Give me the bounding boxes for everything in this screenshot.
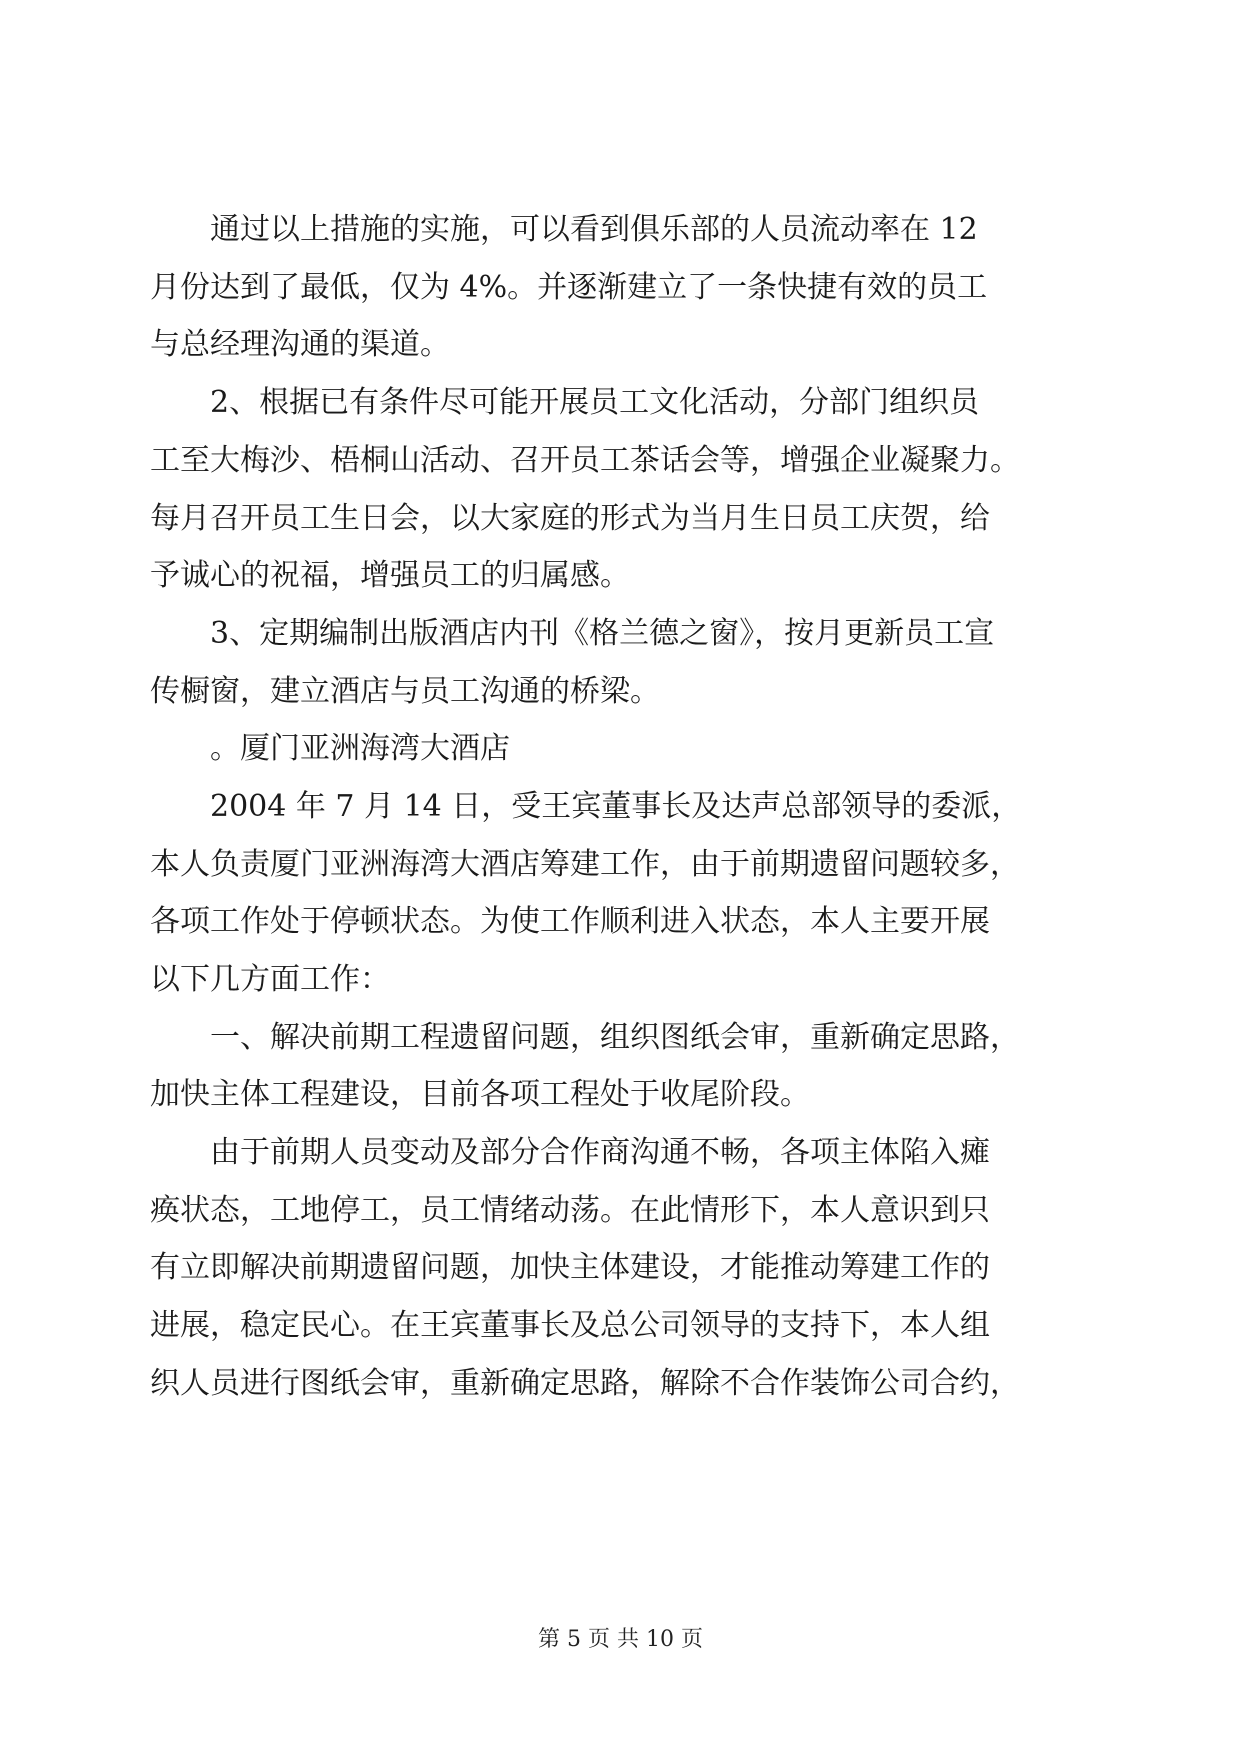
line-text: 传橱窗，建立酒店与员工沟通的桥梁。 (150, 674, 660, 709)
line-text: 月份达到了最低，仅为 4%。并逐渐建立了一条快捷有效的员工 (150, 270, 988, 305)
line-text: 各项工作处于停顿状态。为使工作顺利进入状态，本人主要开展 (150, 904, 990, 939)
line-text: 工至大梅沙、梧桐山活动、召开员工茶话会等，增强企业凝聚力。 (150, 443, 1020, 478)
text-line (0, 383, 1241, 423)
text-line (0, 499, 1241, 539)
text-line (0, 1075, 1241, 1115)
text-line (0, 210, 1241, 250)
page-number-footer: 第 5 页 共 10 页 (538, 1627, 703, 1652)
line-text: 予诚心的祝福，增强员工的归属感。 (150, 558, 630, 593)
text-line (0, 268, 1241, 308)
text-line (0, 1018, 1241, 1058)
text-line (0, 729, 1241, 769)
text-line (0, 556, 1241, 596)
text-line (0, 902, 1241, 942)
line-text: 一、解决前期工程遗留问题，组织图纸会审，重新确定思路， (210, 1020, 1020, 1055)
text-line (0, 960, 1241, 1000)
line-text: 本人负责厦门亚洲海湾大酒店筹建工作，由于前期遗留问题较多， (150, 847, 1020, 882)
line-text: 2、根据已有条件尽可能开展员工文化活动，分部门组织员 (210, 385, 980, 420)
text-line (0, 672, 1241, 712)
line-text: 织人员进行图纸会审，重新确定思路，解除不合作装饰公司合约， (150, 1366, 1020, 1401)
line-text: 进展，稳定民心。在王宾董事长及总公司领导的支持下，本人组 (150, 1308, 990, 1343)
line-text: 加快主体工程建设，目前各项工程处于收尾阶段。 (150, 1077, 810, 1112)
text-line (0, 441, 1241, 481)
text-line (0, 845, 1241, 885)
line-text: 通过以上措施的实施，可以看到俱乐部的人员流动率在 12 (210, 212, 978, 247)
text-line (0, 1133, 1241, 1173)
line-text: 每月召开员工生日会，以大家庭的形式为当月生日员工庆贺，给 (150, 501, 990, 536)
text-line (0, 787, 1241, 827)
text-line (0, 1248, 1241, 1288)
line-text: 有立即解决前期遗留问题，加快主体建设，才能推动筹建工作的 (150, 1250, 990, 1285)
text-line (0, 1306, 1241, 1346)
line-text: 以下几方面工作： (150, 962, 390, 997)
line-text: 由于前期人员变动及部分合作商沟通不畅，各项主体陷入瘫 (210, 1135, 990, 1170)
line-text: 痪状态，工地停工，员工情绪动荡。在此情形下，本人意识到只 (150, 1193, 990, 1228)
text-line (0, 325, 1241, 365)
line-text: 2004 年 7 月 14 日，受王宾董事长及达声总部领导的委派， (210, 789, 1022, 824)
text-line (0, 1364, 1241, 1404)
line-text: 3、定期编制出版酒店内刊《格兰德之窗》，按月更新员工宣 (210, 616, 995, 651)
line-text: 。厦门亚洲海湾大酒店 (210, 731, 510, 766)
text-line (0, 1191, 1241, 1231)
text-line (0, 614, 1241, 654)
line-text: 与总经理沟通的渠道。 (150, 327, 450, 362)
